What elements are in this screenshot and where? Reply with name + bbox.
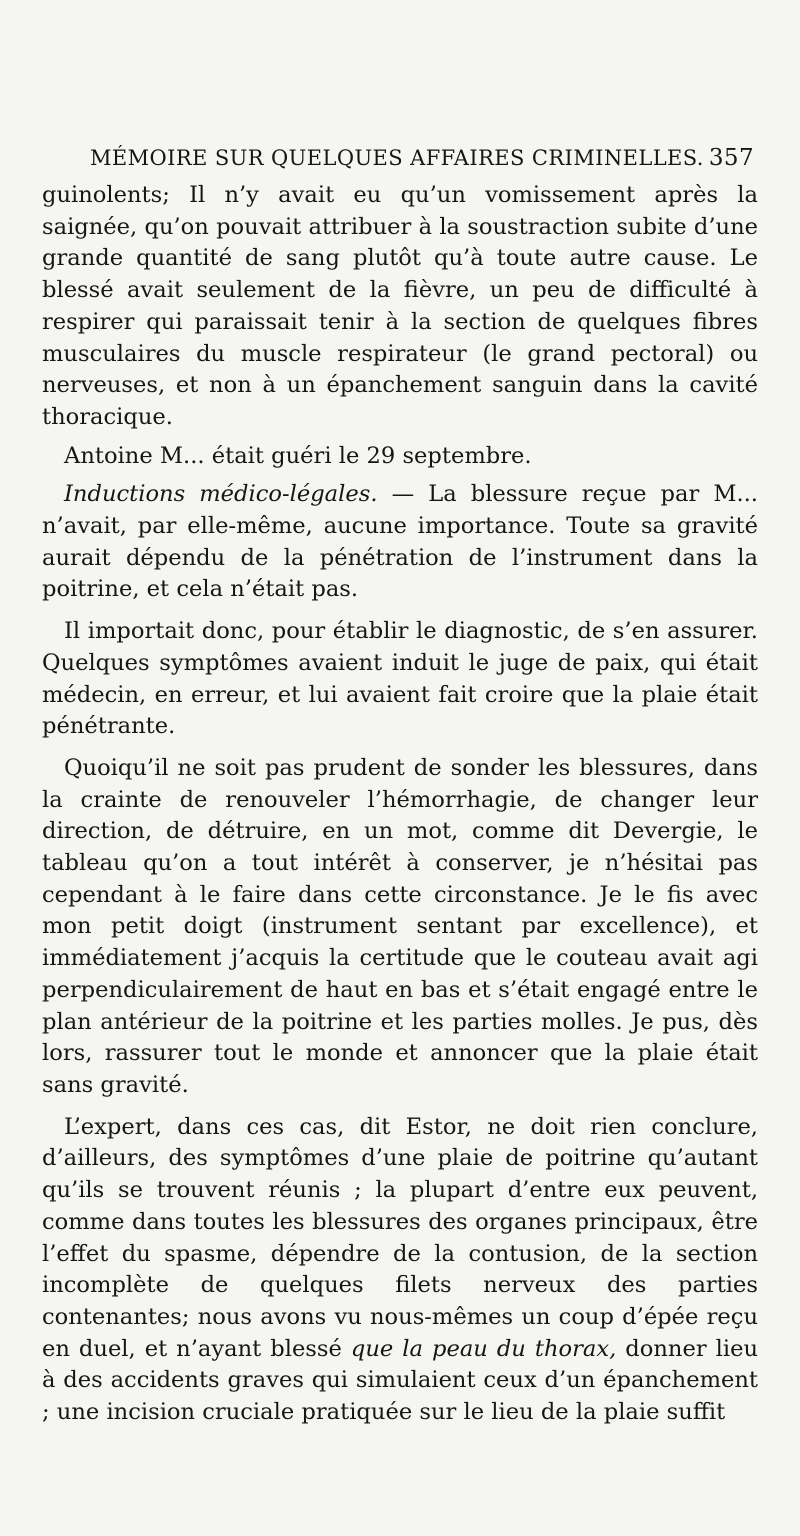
paragraph-continued xyxy=(42,180,758,434)
page-number: 357 xyxy=(708,145,754,171)
paragraph-text: L’expert, dans ces cas, dit Estor, ne doit rien conclure, d’ailleurs, des symptômes d’une plaie de poitrine qu’autant qu’ils se trouvent réunis ; la plupart d’entre eux peuvent, comme dans toutes les blessures des organes principaux, être l’effet du spasme, dépendre de la contusion, de la section incomplète de quelques filets nerveux des parties contenantes; nous avons vu nous-mêmes un coup d’épée reçu en duel, et n’ayant blessé xyxy=(42,1113,758,1362)
paragraph xyxy=(42,441,758,473)
paragraph-text: — La blessure reçue par M... n’avait, par elle-même, aucune importance. Toute sa gravité aurait dépendu de la pénétration de l’instrument dans la poitrine, et cela n’était pas. xyxy=(42,481,758,603)
paragraph xyxy=(42,616,758,743)
running-head xyxy=(90,140,754,176)
paragraph xyxy=(42,753,758,1102)
paragraph-text: Antoine M... était guéri le 29 septembre. xyxy=(64,442,532,469)
page-body xyxy=(42,180,758,1429)
running-title: MÉMOIRE SUR QUELQUES AFFAIRES CRIMINELLES. xyxy=(90,146,704,170)
paragraph-text: donner lieu à des accidents graves qui simulaient ceux d’un épanchement ; une incision cruciale pratiquée sur le lieu de la plaie suffit xyxy=(42,1335,759,1426)
paragraph-text: guinolents; Il n’y avait eu qu’un vomissement après la saignée, qu’on pouvait attribuer à la soustraction subite d’une grande quantité de sang plutôt qu’à toute autre cause. Le blessé avait seulement de la fièvre, un peu de difficulté à respirer qui paraissait tenir à la section de quelques fibres musculaires du muscle respirateur (le grand pectoral) ou nerveuses, et non à un épanchement sanguin dans la cavité thoracique. xyxy=(42,182,758,430)
paragraph-inductions xyxy=(42,479,758,606)
paragraph-text: Il importait donc, pour établir le diagnostic, de s’en assurer. Quelques symptômes avaient induit le juge de paix, qui était médecin, en erreur, et lui avaient fait croire que la plaie était pénétrante. xyxy=(42,618,758,740)
paragraph-estor xyxy=(42,1112,758,1429)
italic-phrase: que la peau du thorax, xyxy=(350,1335,617,1362)
section-heading: Inductions médico-légales. xyxy=(64,481,378,508)
paragraph-text: Quoiqu’il ne soit pas prudent de sonder les blessures, dans la crainte de renouveler l’hémorrhagie, de changer leur direction, de détruire, en un mot, comme dit Devergie, le tableau qu’on a tout intérêt à conserver, je n’hésitai pas cependant à le faire dans cette circonstance. Je le fis avec mon petit doigt (instrument sentant par excellence), et immédiatement j’acquis la certitude que le couteau avait agi perpendiculairement de haut en bas et s’était engagé entre le plan antérieur de la poitrine et les parties molles. Je pus, dès lors, rassurer tout le monde et annoncer que la plaie était sans gravité. xyxy=(42,754,758,1098)
